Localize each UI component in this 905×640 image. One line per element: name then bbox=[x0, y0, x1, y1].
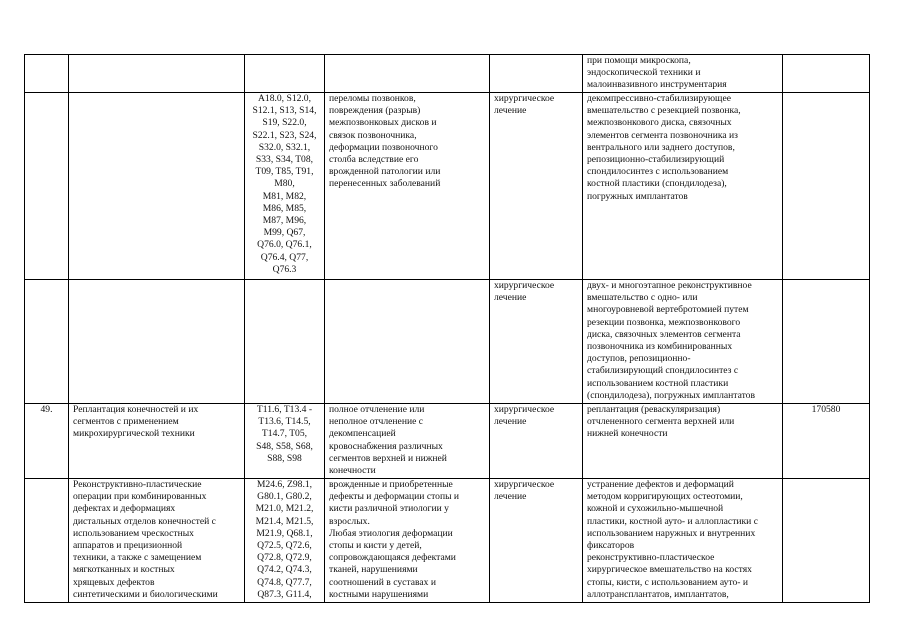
patient-model: переломы позвонков, повреждения (разрыв) межпозвонковых дисков и связок позвоночника, деформации позвоночного столба вследствие его врожденной патологии или перенесенных заболеваний bbox=[325, 93, 490, 280]
treatment-type: хирургическое лечение bbox=[490, 280, 583, 404]
medical-care-table bbox=[24, 54, 870, 603]
icd-codes bbox=[245, 55, 325, 93]
table-row bbox=[25, 280, 870, 404]
row-number bbox=[25, 479, 69, 603]
tariff: 170580 bbox=[783, 404, 870, 479]
patient-model bbox=[325, 280, 490, 404]
treatment-method: при помощи микроскопа, эндоскопической техники и малоинвазивного инструментария bbox=[583, 55, 783, 93]
treatment-method: реплантация (реваскуляризация) отчлененного сегмента верхней или нижней конечности bbox=[583, 404, 783, 479]
treatment-type: хирургическое лечение bbox=[490, 479, 583, 603]
care-name bbox=[69, 93, 245, 280]
tariff bbox=[783, 93, 870, 280]
patient-model: врожденные и приобретенные дефекты и деформации стопы и кисти различной этиологии у взрослых. Любая этиология деформации стопы и кисти у детей, сопровождающаяся дефектами тканей, нарушениями соотношений в суставах и костными нарушениями bbox=[325, 479, 490, 603]
icd-codes: A18.0, S12.0, S12.1, S13, S14, S19, S22.0, S22.1, S23, S24, S32.0, S32.1, S33, S34, T08, T09, T85, T91, M80, M81, M82, M86, M85, M87, M96, M99, Q67, Q76.0, Q76.1, Q76.4, Q77, Q76.3 bbox=[245, 93, 325, 280]
row-number bbox=[25, 55, 69, 93]
care-name bbox=[69, 280, 245, 404]
patient-model: полное отчленение или неполное отчленение с декомпенсацией кровоснабжения различных сегментов верхней и нижней конечности bbox=[325, 404, 490, 479]
care-name: Реконструктивно-пластические операции при комбинированных дефектах и деформациях дистальных отделов конечностей с использованием чрескостных аппаратов и прецизионной техники, а также с замещением мягкотканных и костных хрящевых дефектов синтетическими и биологическими bbox=[69, 479, 245, 603]
treatment-method: устранение дефектов и деформаций методом корригирующих остеотомии, кожной и сухожильно-мышечной пластики, костной ауто- и аллопластики с использованием наружных и внутренних фиксаторов реконструктивно-пластическое хирургическое вмешательство на костях стопы, кисти, с использованием ауто- и аллотрансплантатов, имплантатов, bbox=[583, 479, 783, 603]
tariff bbox=[783, 479, 870, 603]
treatment-type: хирургическое лечение bbox=[490, 93, 583, 280]
row-number bbox=[25, 93, 69, 280]
table-row bbox=[25, 479, 870, 603]
care-name bbox=[69, 55, 245, 93]
treatment-type: хирургическое лечение bbox=[490, 404, 583, 479]
patient-model bbox=[325, 55, 490, 93]
care-name: Реплантация конечностей и их сегментов с применением микрохирургической техники bbox=[69, 404, 245, 479]
treatment-type bbox=[490, 55, 583, 93]
icd-codes: M24.6, Z98.1, G80.1, G80.2, M21.0, M21.2, M21.4, M21.5, M21.9, Q68.1, Q72.5, Q72.6, Q72.8, Q72.9, Q74.2, Q74.3, Q74.8, Q77.7, Q87.3, G11.4, bbox=[245, 479, 325, 603]
tariff bbox=[783, 55, 870, 93]
treatment-method: декомпрессивно-стабилизирующее вмешательство с резекцией позвонка, межпозвонкового диска, связочных элементов сегмента позвоночника из вентрального или заднего доступов, репозиционно-стабилизирующий спондилосинтез с использованием костной пластики (спондилодеза), погружных имплантатов bbox=[583, 93, 783, 280]
row-number bbox=[25, 280, 69, 404]
row-number: 49. bbox=[25, 404, 69, 479]
table-row bbox=[25, 404, 870, 479]
icd-codes bbox=[245, 280, 325, 404]
treatment-method: двух- и многоэтапное реконструктивное вмешательство с одно- или многоуровневой вертебротомией путем резекции позвонка, межпозвонкового диска, связочных элементов сегмента позвоночника из комбинированных доступов, репозиционно- стабилизирующий спондилосинтез с использованием костной пластики (спондилодеза), погружных имплантатов bbox=[583, 280, 783, 404]
tariff bbox=[783, 280, 870, 404]
icd-codes: T11.6, T13.4 - T13.6, T14.5, T14.7, T05, S48, S58, S68, S88, S98 bbox=[245, 404, 325, 479]
table-row bbox=[25, 93, 870, 280]
table-row bbox=[25, 55, 870, 93]
